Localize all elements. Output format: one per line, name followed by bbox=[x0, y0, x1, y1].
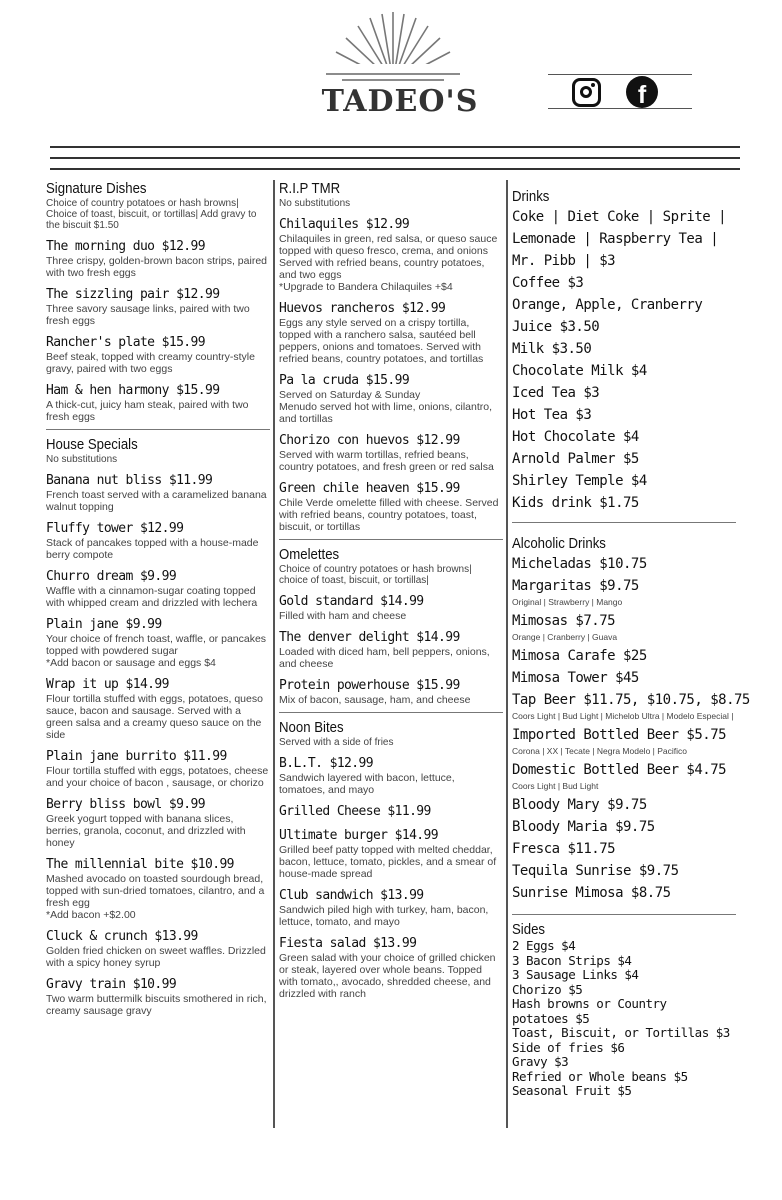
item-description: Chilaquiles in green, red salsa, or queso sauce topped with queso fresco, crema, and onions Served with refried beans, country potatoes, and two eggs bbox=[279, 233, 498, 281]
item-name: Ultimate burger $14.99 bbox=[279, 828, 438, 843]
drink-item: Margaritas $9.75 bbox=[512, 578, 639, 594]
drink-options: Original | Strawberry | Mango bbox=[512, 597, 623, 607]
instagram-icon[interactable] bbox=[572, 78, 601, 107]
item-name: Gravy train $10.99 bbox=[46, 977, 177, 992]
menu-item bbox=[46, 473, 270, 513]
drink-options: Corona | XX | Tecate | Negra Modelo | Pacifico bbox=[512, 746, 687, 756]
item-description: Loaded with diced ham, bell peppers, onions, and cheese bbox=[279, 646, 490, 670]
header bbox=[0, 0, 782, 140]
item-description: Mix of bacon, sausage, ham, and cheese bbox=[279, 694, 471, 706]
section-sides bbox=[512, 921, 736, 1099]
section-house-specials bbox=[46, 436, 270, 1017]
menu-column-2 bbox=[279, 180, 503, 1000]
section-note: Choice of country potatoes or hash browns| choice of toast, biscuit, or tortillas| bbox=[279, 564, 472, 586]
item-name: The sizzling pair $12.99 bbox=[46, 287, 220, 302]
item-description: French toast served with a caramelized banana walnut topping bbox=[46, 489, 267, 513]
item-name: Gold standard $14.99 bbox=[279, 594, 424, 609]
drink-item: Juice $3.50 bbox=[512, 319, 600, 335]
item-description: Filled with ham and cheese bbox=[279, 610, 407, 622]
section-title: Drinks bbox=[512, 188, 550, 205]
menu-item bbox=[279, 373, 503, 425]
item-description: A thick-cut, juicy ham steak, paired with two fresh eggs bbox=[46, 399, 249, 423]
divider bbox=[548, 108, 692, 109]
brand-name: TADEO'S bbox=[321, 84, 479, 119]
side-item: Hash browns or Country bbox=[512, 996, 667, 1011]
menu-item bbox=[279, 594, 503, 622]
item-description: Sandwich layered with bacon, lettuce, tomatoes, and mayo bbox=[279, 772, 455, 796]
section-title: Sides bbox=[512, 921, 546, 938]
item-description: Flour tortilla stuffed with eggs, potatoes, queso sauce, bacon and sausage. Served with a green salsa and a creamy queso sauce on the side bbox=[46, 693, 263, 741]
drink-item: Milk $3.50 bbox=[512, 341, 592, 357]
item-name: Chilaquiles $12.99 bbox=[279, 217, 410, 232]
menu-column-1 bbox=[46, 180, 270, 1017]
drink-item: Shirley Temple $4 bbox=[512, 473, 647, 489]
drink-item: Mimosas $7.75 bbox=[512, 613, 616, 629]
item-description: Three crispy, golden-brown bacon strips, paired with two fresh eggs bbox=[46, 255, 267, 279]
menu-item bbox=[279, 217, 503, 293]
menu-item bbox=[279, 301, 503, 365]
item-addon: *Add bacon or sausage and eggs $4 bbox=[46, 657, 216, 669]
menu-item bbox=[46, 929, 270, 969]
item-addon: Menudo served hot with lime, onions, cilantro, and tortillas bbox=[279, 401, 493, 425]
column-divider bbox=[506, 180, 508, 1128]
item-name: Fiesta salad $13.99 bbox=[279, 936, 417, 951]
menu-item bbox=[279, 481, 503, 533]
section-title: Signature Dishes bbox=[46, 180, 147, 197]
social-links bbox=[548, 70, 692, 110]
section-omelettes bbox=[279, 546, 503, 706]
section-title: Omelettes bbox=[279, 546, 340, 563]
section-title: Alcoholic Drinks bbox=[512, 535, 606, 552]
item-description: Eggs any style served on a crispy tortilla, topped with a ranchero salsa, sautéed bell peppers, onions and tomatoes. Served with refried beans, country potatoes, and tortillas bbox=[279, 317, 484, 365]
drink-item: Arnold Palmer $5 bbox=[512, 451, 639, 467]
item-description: Your choice of french toast, waffle, or pancakes topped with powdered sugar bbox=[46, 633, 267, 657]
item-name: Banana nut bliss $11.99 bbox=[46, 473, 213, 488]
menu-item bbox=[46, 857, 270, 921]
divider bbox=[512, 522, 736, 523]
item-addon: *Upgrade to Bandera Chilaquiles +$4 bbox=[279, 281, 453, 293]
item-description: Sandwich piled high with turkey, ham, bacon, lettuce, tomato, and mayo bbox=[279, 904, 489, 928]
item-description: Two warm buttermilk biscuits smothered in rich, creamy sausage gravy bbox=[46, 993, 267, 1017]
drink-options: Coors Light | Bud Light | Michelob Ultra | Modelo Especial | bbox=[512, 711, 734, 721]
drink-item: Bloody Maria $9.75 bbox=[512, 819, 655, 835]
drink-item: Coffee $3 bbox=[512, 275, 584, 291]
menu-item bbox=[279, 804, 503, 820]
menu-item bbox=[279, 756, 503, 796]
item-description: Waffle with a cinnamon-sugar coating topped with whipped cream and drizzled with lechera bbox=[46, 585, 258, 609]
menu-item bbox=[46, 569, 270, 609]
divider bbox=[50, 168, 740, 170]
section-note: Choice of country potatoes or hash browns| Choice of toast, biscuit, or tortillas| Add gravy to the biscuit $1.50 bbox=[46, 198, 257, 231]
section-drinks bbox=[512, 188, 736, 514]
item-description: Green salad with your choice of grilled chicken or steak, layered over whole beans. Topped with tomato,, avocado, shredded cheese, and drizzled with ranch bbox=[279, 952, 496, 1000]
drink-item: Mimosa Carafe $25 bbox=[512, 648, 647, 664]
drink-item: Mr. Pibb | $3 bbox=[512, 253, 616, 269]
menu-item bbox=[279, 828, 503, 880]
drink-item: Bloody Mary $9.75 bbox=[512, 797, 647, 813]
column-divider bbox=[273, 180, 275, 1128]
menu-item bbox=[279, 888, 503, 928]
item-description: Mashed avocado on toasted sourdough bread, topped with sun-dried tomatoes, cilantro, and a fresh egg bbox=[46, 873, 265, 909]
drink-item: Iced Tea $3 bbox=[512, 385, 600, 401]
side-item: Refried or Whole beans $5 bbox=[512, 1068, 688, 1084]
item-description: Stack of pancakes topped with a house-made berry compote bbox=[46, 537, 259, 561]
drink-item: Sunrise Mimosa $8.75 bbox=[512, 885, 671, 901]
drink-item: Coke | Diet Coke | Sprite | bbox=[512, 209, 727, 225]
menu-item bbox=[46, 287, 270, 327]
item-addon: *Add bacon +$2.00 bbox=[46, 909, 136, 921]
drink-item: Imported Bottled Beer $5.75 bbox=[512, 727, 727, 743]
item-name: Chorizo con huevos $12.99 bbox=[279, 433, 460, 448]
side-item: Chorizo $5 bbox=[512, 981, 583, 997]
menu-item bbox=[46, 383, 270, 423]
menu-item bbox=[46, 977, 270, 1017]
item-description: Golden fried chicken on sweet waffles. Drizzled with a spicy honey syrup bbox=[46, 945, 266, 969]
item-name: Huevos rancheros $12.99 bbox=[279, 301, 446, 316]
menu-item bbox=[46, 335, 270, 375]
facebook-icon[interactable]: f bbox=[626, 76, 658, 108]
menu-item bbox=[46, 239, 270, 279]
section-rip-tmr bbox=[279, 180, 503, 533]
divider bbox=[279, 712, 503, 713]
section-noon-bites bbox=[279, 719, 503, 1000]
side-item: 3 Sausage Links $4 bbox=[512, 967, 639, 982]
sunburst-logo-icon bbox=[322, 4, 464, 84]
item-name: Plain jane $9.99 bbox=[46, 617, 162, 632]
item-description: Flour tortilla stuffed with eggs, potatoes, cheese and your choice of bacon , sausage, or chorizo bbox=[46, 765, 269, 789]
item-name: Cluck & crunch $13.99 bbox=[46, 929, 198, 944]
item-name: Rancher's plate $15.99 bbox=[46, 335, 205, 350]
item-name: Ham & hen harmony $15.99 bbox=[46, 383, 220, 398]
item-description: Chile Verde omelette filled with cheese. Served with refried beans, country potatoes, toast, biscuit, or tortillas bbox=[279, 497, 499, 533]
menu-item bbox=[46, 677, 270, 741]
item-description: Greek yogurt topped with banana slices, berries, granola, coconut, and drizzled with honey bbox=[46, 813, 246, 849]
section-title: R.I.P TMR bbox=[279, 180, 341, 197]
divider bbox=[50, 146, 740, 148]
drink-item: Hot Chocolate $4 bbox=[512, 429, 639, 445]
item-name: The morning duo $12.99 bbox=[46, 239, 205, 254]
menu-item bbox=[279, 433, 503, 473]
menu-column-3 bbox=[512, 180, 750, 1099]
side-item: potatoes $5 bbox=[512, 1010, 590, 1026]
item-name: B.L.T. $12.99 bbox=[279, 756, 373, 771]
divider bbox=[548, 74, 692, 75]
drink-item: Hot Tea $3 bbox=[512, 407, 592, 423]
item-name: Grilled Cheese $11.99 bbox=[279, 804, 431, 819]
menu-item bbox=[279, 630, 503, 670]
drink-item: Fresca $11.75 bbox=[512, 841, 616, 857]
item-description: Grilled beef patty topped with melted cheddar, bacon, lettuce, tomato, pickles, and a smear of house-made spread bbox=[279, 844, 497, 880]
drink-options: Coors Light | Bud Light bbox=[512, 781, 599, 791]
item-name: Green chile heaven $15.99 bbox=[279, 481, 460, 496]
item-name: Berry bliss bowl $9.99 bbox=[46, 797, 205, 812]
section-title: House Specials bbox=[46, 436, 138, 453]
section-signature-dishes bbox=[46, 180, 270, 423]
divider bbox=[50, 157, 740, 159]
drink-item: Chocolate Milk $4 bbox=[512, 363, 647, 379]
divider bbox=[279, 539, 503, 540]
side-item: Gravy $3 bbox=[512, 1054, 569, 1069]
item-name: Churro dream $9.99 bbox=[46, 569, 177, 584]
item-description: Served with warm tortillas, refried beans, country potatoes, and fresh green or red salsa bbox=[279, 449, 494, 473]
side-item: 3 Bacon Strips $4 bbox=[512, 952, 632, 968]
drink-item: Mimosa Tower $45 bbox=[512, 670, 639, 686]
section-note: Served with a side of fries bbox=[279, 737, 394, 748]
item-description: Beef steak, topped with creamy country-style gravy, paired with two eggs bbox=[46, 351, 255, 375]
section-note: No substitutions bbox=[279, 198, 351, 209]
drink-item: Lemonade | Raspberry Tea | bbox=[512, 231, 719, 247]
side-item: 2 Eggs $4 bbox=[512, 938, 576, 953]
menu-item bbox=[279, 678, 503, 706]
drink-item: Orange, Apple, Cranberry bbox=[512, 297, 703, 313]
menu-item bbox=[46, 797, 270, 849]
divider bbox=[46, 429, 270, 430]
drink-item: Micheladas $10.75 bbox=[512, 556, 647, 572]
drink-item: Tequila Sunrise $9.75 bbox=[512, 863, 679, 879]
menu-item bbox=[46, 617, 270, 669]
item-description: Three savory sausage links, paired with two fresh eggs bbox=[46, 303, 250, 327]
section-title: Noon Bites bbox=[279, 719, 344, 736]
item-name: Fluffy tower $12.99 bbox=[46, 521, 184, 536]
divider bbox=[512, 914, 736, 915]
side-item: Toast, Biscuit, or Tortillas $3 bbox=[512, 1025, 730, 1040]
drink-options: Orange | Cranberry | Guava bbox=[512, 632, 618, 642]
item-name: Wrap it up $14.99 bbox=[46, 677, 169, 692]
item-name: The denver delight $14.99 bbox=[279, 630, 460, 645]
menu-item bbox=[279, 936, 503, 1000]
item-description: Served on Saturday & Sunday bbox=[279, 389, 421, 401]
item-name: Protein powerhouse $15.99 bbox=[279, 678, 460, 693]
section-note: No substitutions bbox=[46, 454, 118, 465]
drink-item: Domestic Bottled Beer $4.75 bbox=[512, 762, 727, 778]
side-item: Side of fries $6 bbox=[512, 1039, 625, 1055]
drink-item: Tap Beer $11.75, $10.75, $8.75 bbox=[512, 692, 750, 708]
item-name: The millennial bite $10.99 bbox=[46, 857, 234, 872]
menu-item bbox=[46, 521, 270, 561]
menu-item bbox=[46, 749, 270, 789]
item-name: Club sandwich $13.99 bbox=[279, 888, 424, 903]
item-name: Plain jane burrito $11.99 bbox=[46, 749, 227, 764]
side-item: Seasonal Fruit $5 bbox=[512, 1083, 632, 1098]
item-name: Pa la cruda $15.99 bbox=[279, 373, 410, 388]
drink-item: Kids drink $1.75 bbox=[512, 495, 639, 511]
section-alcoholic-drinks bbox=[512, 535, 750, 904]
